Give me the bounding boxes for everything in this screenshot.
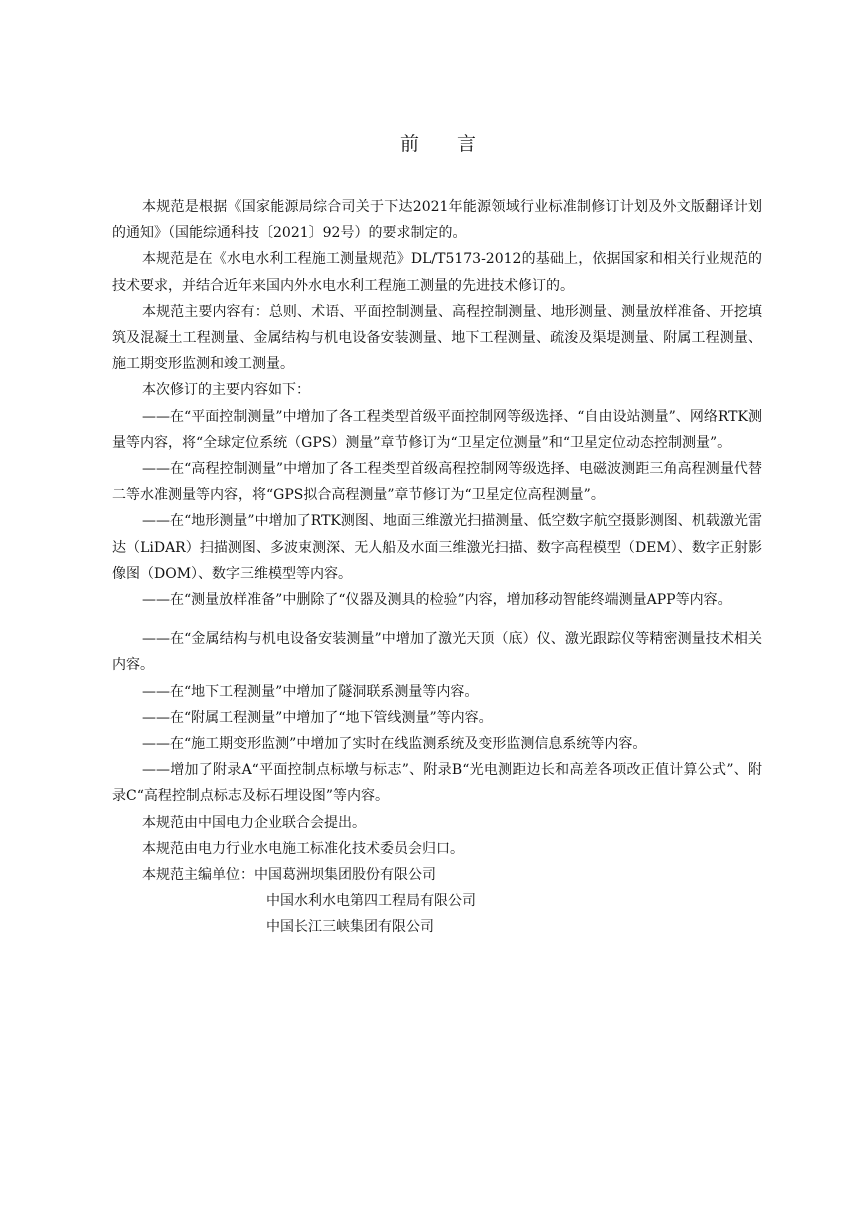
paragraph-main-contents: 本规范主要内容有：总则、术语、平面控制测量、高程控制测量、地形测量、测量放样准备、开挖填筑及混凝土工程测量、金属结构与机电设备安装测量、地下工程测量、疏浚及渠堤测量、附属工程测量、施工期变形监测和竣工测量。 — [112, 303, 762, 373]
preface-body — [112, 194, 762, 941]
revision-item-deformation: ——在“施工期变形监测”中增加了实时在线监测系统及变形监测信息系统等内容。 — [142, 736, 647, 753]
chief-editor-3: 中国长江三峡集团有限公司 — [266, 919, 434, 936]
revision-item-topographic: ——在“地形测量”中增加了RTK测图、地面三维激光扫描测量、低空数字航空摄影测图、机载激光雷达（LiDAR）扫描测图、多波束测深、无人船及水面三维激光扫描、数字高程模型（DEM）、数字正射影像图（DOM）、数字三维模型等内容。 — [112, 513, 762, 582]
revision-item-layout-preparation: ——在“测量放样准备”中删除了“仪器及测具的检验”内容，增加移动智能终端测量APP等内容。 — [142, 592, 732, 609]
chief-editor-line — [112, 862, 762, 888]
revision-item-auxiliary: ——在“附属工程测量”中增加了“地下管线测量”等内容。 — [142, 709, 493, 726]
revision-item-appendix: ——增加了附录A“平面控制点标墩与标志”、附录B“光电测距边长和高差各项改正值计算公式”、附录C“高程控制点标志及标石埋设图”等内容。 — [112, 762, 762, 805]
revision-item-underground: ——在“地下工程测量”中增加了隧洞联系测量等内容。 — [142, 683, 479, 700]
paragraph-revision-intro: 本次修订的主要内容如下： — [142, 382, 310, 399]
paragraph-proposer: 本规范由中国电力企业联合会提出。 — [142, 814, 366, 831]
chief-editor-2: 中国水利水电第四工程局有限公司 — [266, 893, 476, 910]
paragraph-revision-basis: 本规范是在《水电水利工程施工测量规范》DL/T5173-2012的基础上，依据国家和相关行业规范的技术要求，并结合近年来国内外水电水利工程施工测量的先进技术修订的。 — [112, 251, 762, 294]
paragraph-administrator: 本规范由电力行业水电施工标准化技术委员会归口。 — [142, 840, 464, 857]
page-title: 前 言 — [399, 133, 493, 155]
revision-item-elevation-control: ——在“高程控制测量”中增加了各工程类型首级高程控制网等级选择、电磁波测距三角高程测量代替二等水准测量等内容，将“GPS拟合高程测量”章节修订为“卫星定位高程测量”。 — [112, 461, 762, 504]
revision-item-metal-structure: ——在“金属结构与机电设备安装测量”中增加了激光天顶（底）仪、激光跟踪仪等精密测量技术相关内容。 — [112, 631, 762, 674]
paragraph-basis: 本规范是根据《国家能源局综合司关于下达2021年能源领域行业标准制修订计划及外文版翻译计划的通知》（国能综通科技〔2021〕92号）的要求制定的。 — [112, 199, 762, 242]
revision-item-plane-control: ——在“平面控制测量”中增加了各工程类型首级平面控制网等级选择、“自由设站测量”、网络RTK测量等内容，将“全球定位系统（GPS）测量”章节修订为“卫星定位测量”和“卫星定位动态控制测量”。 — [112, 408, 762, 451]
chief-editor-1: 中国葛洲坝集团股份有限公司 — [254, 867, 436, 884]
chief-editor-label: 本规范主编单位： — [142, 867, 254, 884]
